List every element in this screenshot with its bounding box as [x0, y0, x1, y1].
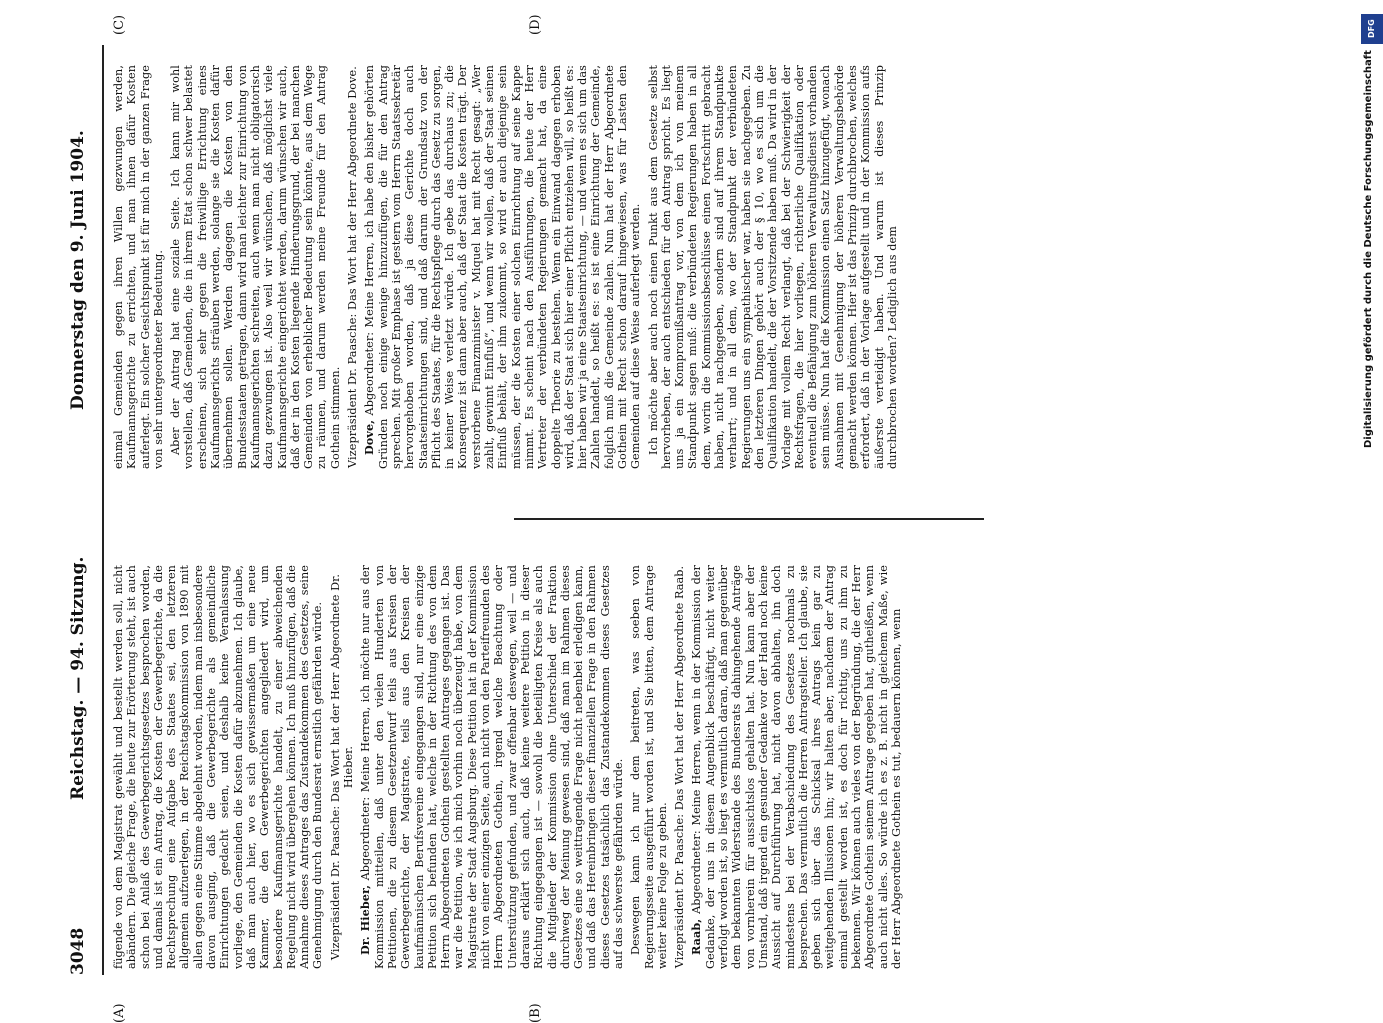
speech-text: Abgeordneter: Meine Herren, ich habe den bisher gehörten Gründen noch einige wenige hinzuzufügen, die für den Antrag sprechen. Mit großer Emphase ist gestern vom Herrn Staatssekretär hervorgehoben worden, daß ja diese Gerichte doch auch Staatseinrichtungen sind, und daß darum der Grundsatz von der Pflicht des Staates, für die Rechtspflege durch das Gesetz zu sorgen, in keiner Weise verletzt würde. Ich gebe das durchaus zu; die Konsequenz ist dann aber auch, daß der Staat die Kosten trägt. Der verstorbene Finanzminister v. Miquel hat mit Recht gesagt: „Wer zahlt, gewinnt Einfluß“, und wenn wir wollen, daß der Staat seinen Einfluß behält, der ihm zukommt, so wird er auch diejenige sein müssen, der die Kosten einer solchen Einrichtung auf seine Kappe nimmt. Es scheint nach den Ausführungen, die heute der Herr Vertreter der verbündeten Regierungen gemacht hat, da eine doppelte Theorie zu bestehen. Wenn ein Einwand dagegen erhoben wird, daß der Staat sich hier einer Pflicht entziehen will, so heißt es: hier haben wir ja eine Staatseinrichtung, — und wenn es sich um das Zahlen handelt, so heißt es: es ist eine Einrichtung der Gemeinde, folglich muß die Gemeinde zahlen. Nun hat der Herr Abgeordnete Gothein mit Recht schon darauf hingewiesen, was für Lasten den Gemeinden auf diese Weise auferlegt werden.	[363, 65, 643, 469]
dfg-logo: DFG	[1361, 14, 1383, 44]
paragraph: Ich möchte aber auch noch einen Punkt aus dem Gesetze selbst hervorheben, der auch entschieden für den Antrag spricht. Es liegt uns ja ein Kompromißantrag vor, von dem ich von meinem Standpunkt sagen muß: die verbündeten Regierungen haben in all dem, worin die Kommissionsbeschlüsse einen Fortschritt gebracht haben, nicht nachgegeben, sondern sind auf ihrem Standpunkte verharrt; und in all dem, wo der Standpunkt der verbündeten Regierungen uns ein sympathischer war, haben sie nachgegeben. Zu den letzteren Dingen gehört auch der § 10, wo es sich um die Qualifikation handelt, die der Vorsitzende haben muß. Da wird in der Vorlage mit vollem Recht verlangt, daß bei der Schwierigkeit der Rechtsfragen, die hier vorliegen, richterliche Qualifikation oder eventuell die Befähigung zum höheren Verwaltungsdienst vorhanden sein müsse. Nun hat die Kommission einen Satz hinzugefügt, wonach Ausnahmen mit Genehmigung der höheren Verwaltungsbehörde gemacht werden können. Hier ist das Prinzip durchbrochen, welches erfordert, daß in der Vorlage aufgestellt und in der Kommission aufs äußerste verteidigt haben. Und warum ist dieses Prinzip durchbrochen worden? Lediglich aus dem	[646, 65, 899, 469]
speech-text: Abgeordneter: Meine Herren, wenn in der Kommission der Gedanke, der uns in diesem Augenblick beschäftigt, nicht weiter verfolgt worden ist, so liegt es vermutlich daran, daß man gegenüber dem bekannten Widerstande des Bundesrats dahingehende Anträge von vornherein für aussichtslos gehalten hat. Nun kann aber der Umstand, daß irgend ein gesunder Gedanke vor der Hand noch keine Aussicht auf Durchführung hat, nicht davon abhalten, ihn doch mindestens bei der Verabschiedung des Gesetzes nochmals zu besprechen. Das vermutlich die Herren Antragsteller. Ich glaube, sie geben sich über das Schicksal ihres Antrags kein gar zu weitgehenden Illusionen hin; wir halten aber, nachdem der Antrag einmal gestellt worden ist, es doch für richtig, uns zu ihm zu bekennen. Wir können auch vieles von der Begründung, die der Herr Abgeordnete Gothein seinem Antrage gegeben hat, gutheißen, wenn auch nicht alles. So würde ich es z. B. nicht in gleichem Maße, wie der Herr Abgeordnete Gothein es tut, bedauern können, wenn	[690, 565, 903, 969]
page-number: 3048	[68, 927, 88, 975]
speech-paragraph	[690, 565, 903, 969]
speaker-call: Vizepräsident Dr. Paasche: Das Wort hat der Herr Abgeordnete Dove.	[346, 66, 360, 468]
margin-mark-d: (D)	[528, 14, 543, 35]
paragraph: Aber der Antrag hat eine soziale Seite. Ich kann mir wohl vorstellen, daß Gemeinden, die in ihrem Etat schon schwer belastet erscheinen, sich sehr gegen die freiwillige Errichtung eines Kaufmannsgerichts sträuben werden, solange sie die Kosten dafür übernehmen sollen. Werden dagegen die Kosten von den Bundesstaaten getragen, dann wird man leichter zur Einrichtung von Kaufmannsgerichten schreiten, auch wenn man nicht obligatorisch dazu gezwungen ist. Also weil wir wünschen, daß möglichst viele Kaufmannsgerichte eingerichtet werden, darum wünschen wir auch, daß der in den Kosten liegende Hinderungsgrund, der bei manchen Gemeinden von erheblicher Bedeutung sein könnte, aus dem Wege zu räumen, und darum werden meine Freunde für den Antrag Gothein stimmen.	[169, 65, 342, 469]
margin-mark-c: (C)	[112, 14, 127, 35]
speaker-name: Dove,	[362, 419, 377, 455]
right-column	[112, 65, 927, 469]
rotated-page-content	[62, 14, 1322, 1023]
digitization-note: Digitalisierung gefördert durch die Deutsche Forschungsgemeinschaft	[1363, 50, 1374, 448]
paragraph: fügende von dem Magistrat gewählt und bestellt werden soll, nicht abändern. Die gleiche Frage, die heute zur Erörterung steht, ist auch schon bei Anlaß des Gewerbegerichtsgesetzes besprochen worden, und damals ist ein Antrag, die Kosten der Gewerbegerichte, da die Rechtsprechung eine Aufgabe des Staates sei, den letzteren allgemein aufzuerlegen, in der Reichstagskommission von 1890 mit allen gegen eine Stimme abgelehnt worden, indem man insbesondere davon ausging, daß die Gewerbegerichte als gemeindliche Einrichtungen gedacht seien, und deshalb keine Veranlassung vorliege, den Gemeinden die Kosten dafür abzunehmen. Ich glaube, daß man auch hier, wo es sich gewissermaßen um eine neue Kammer, die den Gewerbegerichten angegliedert wird, um besondere Kaufmannsgerichte handelt, zu einer abweichenden Regelung nicht wird übergehen können. Ich muß hinzufügen, daß die Annahme dieses Antrages das Zustandekommen des Gesetzes, seine Genehmigung durch den Bundesrat ernstlich gefährden würde.	[112, 565, 325, 969]
column-divider-rule	[514, 518, 984, 520]
margin-mark-b: (B)	[528, 1003, 543, 1023]
left-column	[112, 565, 927, 969]
header-rule	[102, 45, 104, 975]
header-left-title: Reichstag. — 94. Sitzung.	[68, 556, 88, 800]
speaker-call: Vizepräsident Dr. Paasche: Das Wort hat der Herr Abgeordnete Dr. Hieber.	[328, 573, 356, 961]
header-right-title: Donnerstag den 9. Juni 1904.	[68, 130, 88, 410]
paragraph: einmal Gemeinden gegen ihren Willen gezwungen werden, Kaufmannsgerichte zu errichten, und man ihnen dafür Kosten auferlegt. Ein solcher Gesichtspunkt ist für mich in der ganzen Frage von sehr untergeordneter Bedeutung.	[112, 65, 165, 469]
speaker-call: Vizepräsident Dr. Paasche: Das Wort hat der Herr Abgeordnete Raab.	[673, 565, 687, 969]
margin-mark-a: (A)	[112, 1003, 127, 1023]
paragraph: Deswegen kann ich nur dem beitreten, was soeben von Regierungsseite ausgeführt worden ist, und Sie bitten, dem Antrage weiter keine Folge zu geben.	[629, 565, 669, 969]
page-header	[62, 45, 102, 975]
speech-text: Abgeordneter: Meine Herren, ich möchte nur aus der Kommission mitteilen, daß unter den vielen Hunderten von Petitionen, die zu diesem Gesetzentwurf teils aus Kreisen der Gewerbegerichte, der Magistrate, teils aus den Kreisen der kaufmännischen Berufsvereine eingegangen sind, nur eine einzige Petition sich befunden hat, welche in der Richtung des von dem Herrn Abgeordneten Gothein gestellten Antrages gegangen ist. Das war die Petition, wie ich mich vorhin noch überzeugt habe, von dem Magistrate der Stadt Augsburg. Diese Petition hat in der Kommission nicht von einer einzigen Seite, auch nicht von den Parteifreunden des Herrn Abgeordneten Gothein, irgend welche Beachtung oder Unterstützung gefunden, und zwar offenbar deswegen, weil — und daraus erklärt sich auch, daß keine weitere Petition in dieser Richtung eingegangen ist — sowohl die beteiligten Kreise als auch die Mitglieder der Kommission ohne Unterschied der Fraktion durchweg der Meinung gewesen sind, daß man im Rahmen dieses Gesetzes eine so weittragende Frage nicht nebenbei erledigen kann, und daß das Hereinbringen dieser finanziellen Frage in den Rahmen dieses Gesetzes tatsächlich das Zustandekommen dieses Gesetzes auf das schwerste gefährden würde.	[359, 565, 625, 969]
speech-paragraph	[363, 65, 642, 469]
speaker-name: Dr. Hieber,	[358, 884, 373, 955]
speech-paragraph	[359, 565, 625, 969]
speaker-name: Raab,	[689, 918, 704, 955]
